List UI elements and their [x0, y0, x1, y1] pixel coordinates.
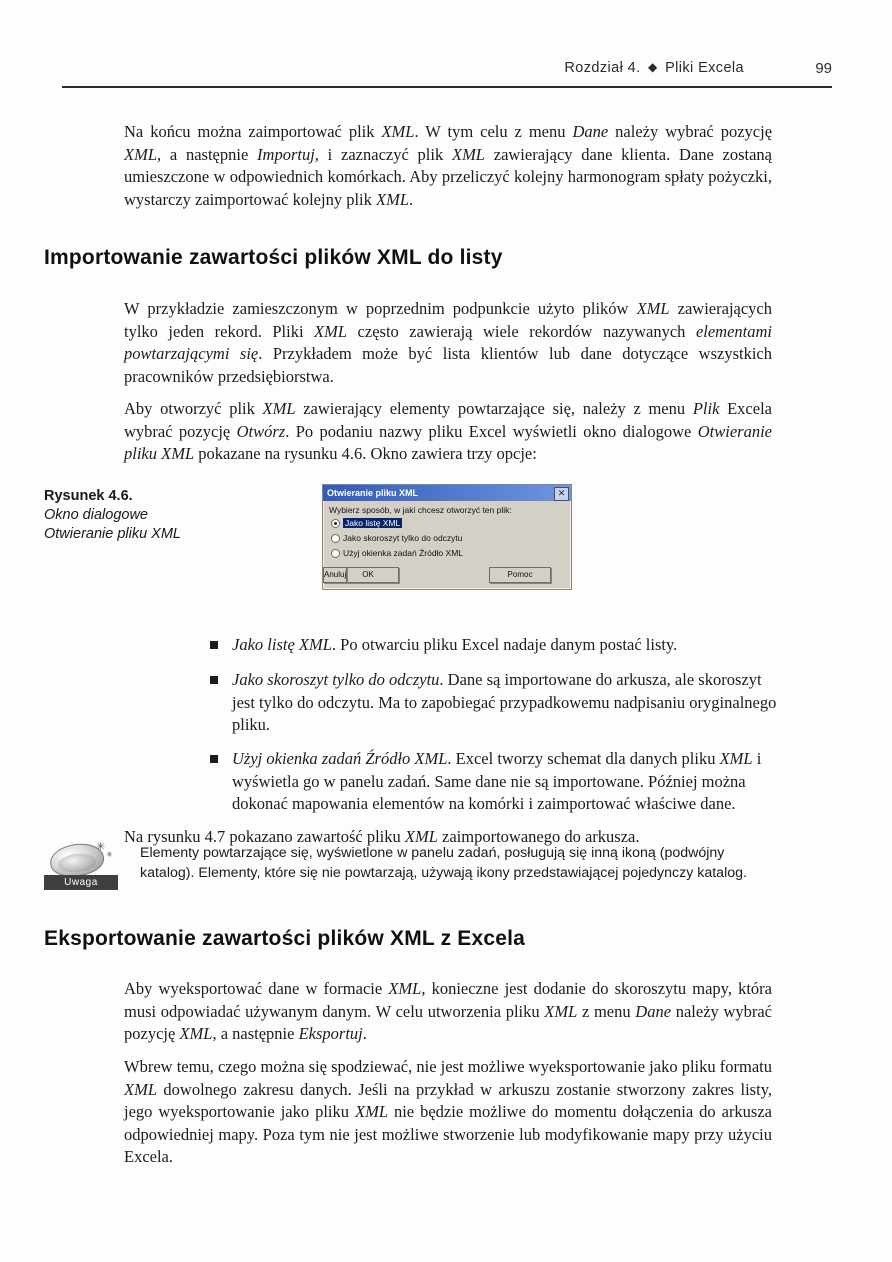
page-header: [62, 60, 832, 90]
list-item-2-text: [0, 0, 1, 1]
radio-option-jako-liste-xml[interactable]: [331, 518, 402, 528]
help-button[interactable]: Pomoc: [489, 567, 551, 583]
note-tag-label: Uwaga: [44, 875, 118, 890]
note-icon: [44, 842, 122, 894]
header-title: Pliki Excela: [665, 60, 744, 76]
list-item-3-text: [0, 0, 1, 1]
note-text: Elementy powtarzające się, wyświetlone w panelu zadań, posługują się inną ikoną (podwójny katalog). Elementy, które się nie powtarzają, używają ikony przedstawiającej pojedynczy katalog.: [140, 845, 747, 881]
dialog-prompt: Wybierz sposób, w jaki chcesz otworzyć ten plik:: [329, 505, 512, 515]
paragraph-1: W przykładzie zamieszczonym w poprzednim podpunkcie użyto plików XML zawierających tylko jeden rekord. Pliki XML często zawierają wiele rekordów nazywanych elementami powtarzającymi się. Przykładem może być lista klientów lub dane dotyczące wszystkich pracowników przedsiębiorstwa.: [124, 299, 773, 386]
dialog-titlebar: [323, 485, 571, 501]
page-number: 99: [815, 60, 832, 77]
dialog-title-text: Otwieranie pliku XML: [327, 488, 419, 498]
radio-option-label: Jako skoroszyt tylko do odczytu: [343, 533, 463, 543]
paragraph-4-text: [0, 0, 1, 1]
paragraph-5-text: [0, 0, 1, 1]
heading-eksportowanie: Eksportowanie zawartości plików XML z Excela: [44, 927, 526, 950]
radio-option-skoroszyt-tylko-do-odczytu[interactable]: [331, 533, 463, 543]
sparkle-icon: ✳: [96, 841, 106, 853]
bullet-square-icon: [210, 755, 218, 763]
paragraph-2: Aby otworzyć plik XML zawierający elementy powtarzające się, należy z menu Plik Excela wybrać pozycję Otwórz. Po podaniu nazwy pliku Excel wyświetli okno dialogowe Otwieranie pliku XML pokazane na rysunku 4.6. Okno zawiera trzy opcje:: [124, 399, 772, 463]
intro-paragraph: Na końcu można zaimportować plik XML. W tym celu z menu Dane należy wybrać pozycję XML, a następnie Importuj, i zaznaczyć plik XML zawierający dane klienta. Dane zostaną umieszczone w odpowiednich komórkach. Aby przeliczyć kolejny harmonogram spłaty pożyczki, wystarczy zaimportować kolejny plik XML.: [124, 122, 773, 209]
paragraph-3: Na rysunku 4.7 pokazano zawartość pliku XML zaimportowanego do arkusza.: [124, 827, 640, 846]
ok-button[interactable]: OK: [337, 567, 399, 583]
figure-caption-title: Rysunek 4.6.: [44, 488, 133, 504]
paragraph-1-text: [0, 0, 1, 1]
paragraph-3-text: [0, 0, 1, 1]
figure-caption-line-2: Otwieranie pliku XML: [44, 526, 181, 542]
bullet-square-icon: [210, 641, 218, 649]
paragraph-2-text: [0, 0, 1, 1]
radio-icon: [331, 534, 340, 543]
paragraph-4: Aby wyeksportować dane w formacie XML, konieczne jest dodanie do skoroszytu mapy, która musi odpowiadać używanym danym. W celu utworzenia pliku XML z menu Dane należy wybrać pozycję XML, a następnie Eksportuj.: [124, 979, 773, 1043]
list-item: Jako listę XML. Po otwarciu pliku Excel nadaje danym postać listy.: [232, 634, 772, 657]
radio-option-label: Jako listę XML: [345, 518, 401, 528]
radio-icon: [331, 549, 340, 558]
diamond-icon: ◆: [647, 60, 658, 74]
radio-icon: [331, 519, 340, 528]
cancel-button[interactable]: Anuluj: [323, 567, 347, 583]
dialog-otwieranie-pliku-xml: [322, 484, 572, 590]
list-item: Użyj okienka zadań Źródło XML. Excel tworzy schemat dla danych pliku XML i wyświetla go w panelu zadań. Same dane nie są importowane. Później można dokonać mapowania elementów na komórki i zaimportować właściwe dane.: [232, 748, 784, 816]
list-item: Jako skoroszyt tylko do odczytu. Dane są importowane do arkusza, ale skoroszyt jest tylko do odczytu. Ma to zapobiegać przypadkowemu nadpisaniu oryginalnego pliku.: [232, 669, 784, 737]
figure-caption-line-1: Okno dialogowe: [44, 507, 148, 523]
header-rule: [62, 86, 832, 88]
figure-caption: [44, 487, 224, 544]
bullet-square-icon: [210, 676, 218, 684]
header-chapter: Rozdział 4.: [564, 60, 641, 76]
list-item-1-text: [0, 0, 1, 1]
header-chapter-title: [564, 60, 744, 76]
radio-option-label: Użyj okienka zadań Źródło XML: [343, 548, 464, 558]
sparkle-small-icon: ✳: [106, 850, 113, 859]
intro-paragraph-text: [0, 0, 1, 1]
radio-option-okienko-zadan-zrodlo-xml[interactable]: [331, 548, 463, 558]
heading-importowanie: Importowanie zawartości plików XML do listy: [44, 246, 503, 269]
paragraph-5: Wbrew temu, czego można się spodziewać, nie jest możliwe wyeksportowanie jako pliku formatu XML dowolnego zakresu danych. Jeśli na przykład w arkuszu zostanie stworzony zakres listy, jego wyeksportowanie jako pliku XML nie będzie możliwe do momentu dołączenia do arkusza odpowiedniej mapy. Poza tym nie jest możliwe stworzenie lub modyfikowanie mapy przy użyciu Excela.: [124, 1057, 773, 1166]
close-icon[interactable]: ✕: [554, 487, 569, 501]
